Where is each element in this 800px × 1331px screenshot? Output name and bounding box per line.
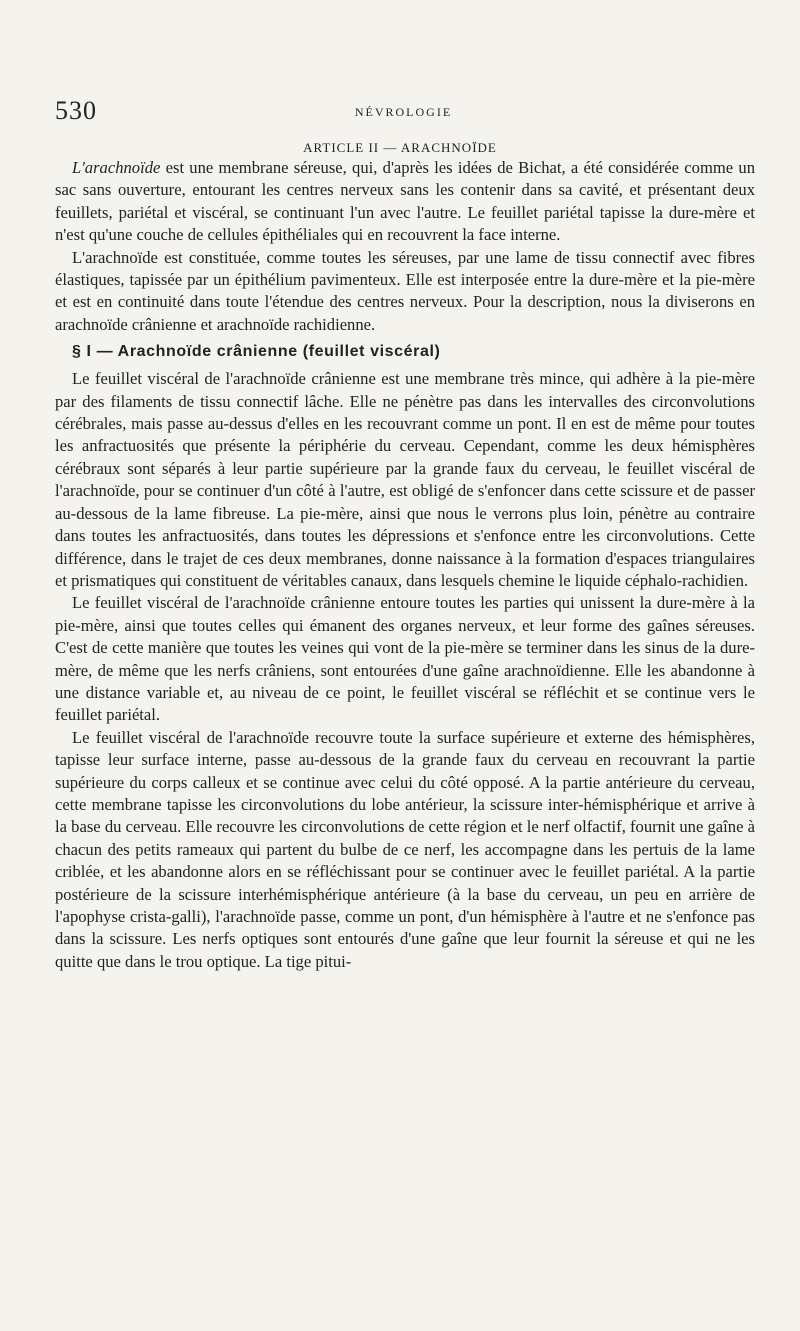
body-text — [55, 157, 755, 973]
intro-paragraph-1-text: est une membrane séreuse, qui, d'après les idées de Bichat, a été considérée comme un sac sans ouverture, entourant les centres nerveux sans les contenir dans sa cavité, et présentant deux feuillets, pariétal et viscéral, se continuant l'un avec l'autre. Le feuillet pariétal tapisse la dure-mère et n'est qu'une couche de cellules épithéliales qui en recouvrent la face interne. — [55, 158, 755, 245]
section-paragraph-3: Le feuillet viscéral de l'arachnoïde recouvre toute la surface supérieure et externe des hémisphères, tapisse leur surface interne, passe au-dessous de la grande faux du cerveau en recouvrant la partie supérieure du corps calleux et se continue avec celui du côté opposé. A la partie antérieure du cerveau, cette membrane tapisse les circonvolutions du lobe antérieur, la scissure inter-hémisphérique et arrive à la base du cerveau. Elle recouvre les circonvolutions de cette région et le nerf olfactif, fournit une gaîne à chacun des petits rameaux qui partent du bulbe de ce nerf, les accompagne dans les pertuis de la lame criblée, et les abandonne alors en se réfléchissant pour se continuer avec le feuillet pariétal. A la partie postérieure de la scissure interhémisphérique antérieure (à la base du cerveau, un peu en arrière de l'apophyse crista-galli), l'arachnoïde passe, comme un pont, d'un hémisphère à l'autre et ne s'enfonce pas dans la scissure. Les nerfs optiques sont entourés d'une gaîne que leur fournit la séreuse et qui ne les quitte que dans le trou optique. La tige pitui- — [55, 727, 755, 971]
section-paragraph-1: Le feuillet viscéral de l'arachnoïde crânienne est une membrane très mince, qui adhère à la pie-mère par des filaments de tissu connectif lâche. Elle ne pénètre pas dans les intervalles des circonvolutions cérébrales, mais passe au-dessus d'elles en les recouvrant comme un pont. Il en est de même pour toutes les anfractuosités que présente la périphérie du cerveau. Cependant, comme les deux hémisphères cérébraux sont séparés à leur partie supérieure par la grande faux du cerveau, le feuillet viscéral de l'arachnoïde, pour se continuer d'un côté à l'autre, est obligé de s'enfoncer dans cette scissure et de passer au-dessous de la lame fibreuse. La pie-mère, ainsi que nous le verrons plus loin, pénètre au contraire dans toutes les anfractuosités, dans toutes les dépressions et s'enfonce entre les circonvolutions. Cette différence, dans le trajet de ces deux membranes, donne naissance à la formation d'espaces triangulaires et prismatiques qui constituent de véritables canaux, dans lesquels chemine le liquide céphalo-rachidien. — [55, 369, 755, 590]
term-arachnoide: L'arachnoïde — [72, 158, 161, 177]
running-head — [55, 96, 752, 126]
running-title: NÉVROLOGIE — [354, 105, 453, 119]
article-heading: ARTICLE II — ARACHNOÏDE — [303, 140, 497, 155]
section-heading: § I — Arachnoïde crânienne (feuillet viscéral) — [72, 343, 441, 361]
intro-paragraph-2: L'arachnoïde est constituée, comme toutes les séreuses, par une lame de tissu connectif avec fibres élastiques, tapissée par un épithélium pavimenteux. Elle est interposée entre la dure-mère et la pie-mère et est en continuité dans toute l'étendue des centres nerveux. Pour la description, nous la diviserons en arachnoïde crânienne et arachnoïde rachidienne. — [55, 247, 755, 334]
intro-paragraph-1 — [55, 157, 755, 247]
section-paragraph-2: Le feuillet viscéral de l'arachnoïde crânienne entoure toutes les parties qui unissent la dure-mère à la pie-mère, ainsi que toutes celles qui émanent des organes nerveux, et leur forme des gaînes séreuses. C'est de cette manière que toutes les veines qui vont de la pie-mère se terminer dans les sinus de la dure-mère, de même que les nerfs crâniens, sont entourées d'une gaîne arachnoïdienne. Elle les abandonne à une distance variable et, au niveau de ce point, le feuillet viscéral se réfléchit et se continue vers le feuillet pariétal. — [55, 593, 755, 725]
page-number: 530 — [55, 96, 97, 125]
